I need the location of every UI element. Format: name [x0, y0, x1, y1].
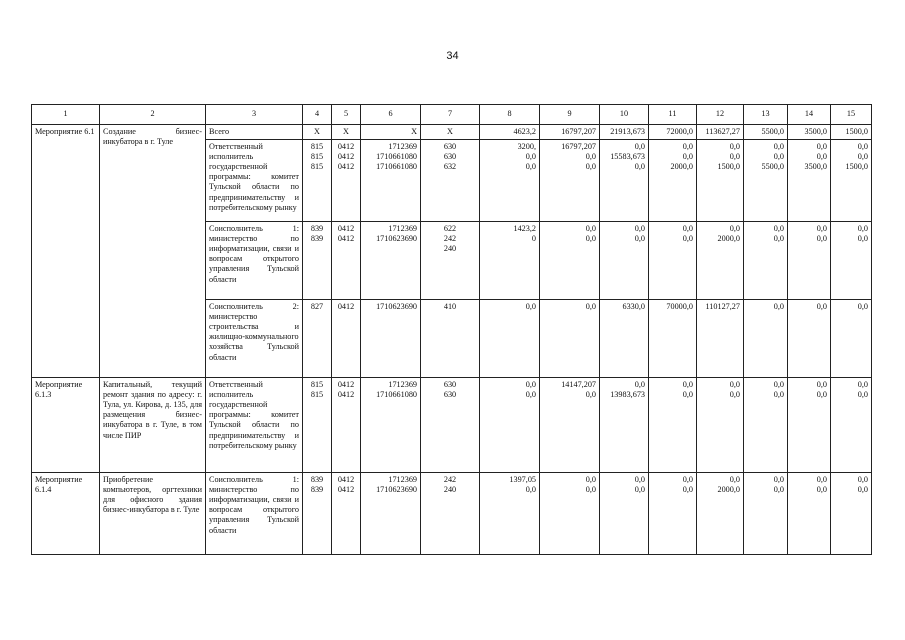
value-line: 0,0 — [773, 302, 784, 312]
value-line: 0412 — [337, 302, 355, 312]
value-line: 0412 — [337, 475, 355, 485]
value-line: 0412 — [337, 162, 355, 172]
value-line: 0,0 — [525, 152, 536, 162]
header-cell-2: 2 — [100, 105, 206, 125]
event-name-cell: Приобретение компьютеров, оргтехники для офисного здания бизнес-инкубатора в г. Туле — [100, 473, 206, 555]
value-cell-c5 — [332, 125, 361, 140]
value-line: 0,0 — [773, 224, 784, 234]
header-cell-9: 9 — [540, 105, 600, 125]
value-line: 410 — [443, 302, 457, 312]
value-cell-c8 — [480, 378, 540, 473]
value-line: 0,0 — [857, 485, 868, 495]
budget-table — [31, 104, 872, 555]
value-line: 839 — [310, 485, 324, 495]
executor-cell: Соисполнитель 2: министерство строительства и жилищно-коммунального хозяйства Тульской области — [206, 300, 303, 378]
value-cell-c14 — [788, 300, 831, 378]
value-cell-c10 — [600, 473, 649, 555]
header-cell-8: 8 — [480, 105, 540, 125]
value-line: 1712369 — [388, 224, 417, 234]
value-line: 0412 — [337, 485, 355, 495]
value-line: 240 — [443, 485, 457, 495]
value-line: 0,0 — [634, 380, 645, 390]
value-cell-c15 — [831, 473, 872, 555]
value-line: 0,0 — [729, 380, 740, 390]
value-line: 0,0 — [857, 234, 868, 244]
value-cell-c8 — [480, 300, 540, 378]
value-cell-c4 — [303, 222, 332, 300]
value-cell-c7 — [421, 125, 480, 140]
event-name-cell: Создание бизнес-инкубатора в г. Туле — [100, 125, 206, 378]
event-cell: Мероприятие 6.1.4 — [32, 473, 100, 555]
value-line: 0412 — [337, 380, 355, 390]
value-cell-c7 — [421, 140, 480, 222]
value-line: 0,0 — [773, 390, 784, 400]
value-line: 16797,207 — [561, 127, 596, 136]
value-line: 0,0 — [585, 485, 596, 495]
value-line: 3500,0 — [804, 127, 827, 136]
header-cell-15: 15 — [831, 105, 872, 125]
value-line: 242 — [443, 234, 457, 244]
value-line: 1500,0 — [845, 127, 868, 136]
value-line: 0,0 — [525, 162, 536, 172]
value-line: 632 — [443, 162, 457, 172]
value-line: 15583,673 — [610, 152, 645, 162]
value-line: 240 — [443, 244, 457, 254]
value-cell-c8 — [480, 140, 540, 222]
value-line: 0,0 — [729, 224, 740, 234]
value-cell-c13 — [744, 125, 788, 140]
value-line: 0,0 — [773, 380, 784, 390]
value-line: 0,0 — [816, 302, 827, 312]
value-line: 1423,2 — [513, 224, 536, 234]
value-cell-c6 — [361, 473, 421, 555]
value-cell-c4 — [303, 300, 332, 378]
value-line: 0,0 — [525, 390, 536, 400]
value-line: 630 — [443, 152, 457, 162]
value-line: 0,0 — [682, 380, 693, 390]
value-line: 0,0 — [525, 380, 536, 390]
value-line: 1710623690 — [376, 302, 417, 312]
value-cell-c13 — [744, 300, 788, 378]
value-line: 815 — [310, 142, 324, 152]
value-line: 113627,27 — [705, 127, 740, 136]
value-cell-c12 — [697, 300, 744, 378]
value-cell-c12 — [697, 125, 744, 140]
header-cell-14: 14 — [788, 105, 831, 125]
value-cell-c14 — [788, 140, 831, 222]
value-cell-c7 — [421, 222, 480, 300]
header-cell-7: 7 — [421, 105, 480, 125]
value-line: 1710661080 — [376, 390, 417, 400]
value-cell-c4 — [303, 473, 332, 555]
value-line: 0412 — [337, 152, 355, 162]
value-cell-c15 — [831, 378, 872, 473]
value-line: 0,0 — [682, 142, 693, 152]
value-line: 0,0 — [682, 152, 693, 162]
value-line: 630 — [443, 142, 457, 152]
value-cell-c12 — [697, 222, 744, 300]
value-cell-c9 — [540, 140, 600, 222]
value-cell-c12 — [697, 473, 744, 555]
value-line: 622 — [443, 224, 457, 234]
value-cell-c9 — [540, 378, 600, 473]
value-line: 0,0 — [857, 224, 868, 234]
value-cell-c4 — [303, 378, 332, 473]
value-line: 1710661080 — [376, 152, 417, 162]
value-line: 0,0 — [634, 475, 645, 485]
value-line: 0,0 — [525, 485, 536, 495]
value-line: 0,0 — [857, 142, 868, 152]
value-line: 839 — [310, 234, 324, 244]
value-line: 0,0 — [585, 162, 596, 172]
value-line: 0,0 — [585, 302, 596, 312]
value-line: 0,0 — [729, 152, 740, 162]
value-cell-c5 — [332, 140, 361, 222]
value-cell-c11 — [649, 125, 697, 140]
value-cell-c10 — [600, 140, 649, 222]
value-cell-c6 — [361, 300, 421, 378]
header-cell-10: 10 — [600, 105, 649, 125]
value-line: 0,0 — [816, 475, 827, 485]
value-cell-c10 — [600, 222, 649, 300]
value-cell-c15 — [831, 222, 872, 300]
value-cell-c13 — [744, 473, 788, 555]
value-cell-c15 — [831, 125, 872, 140]
value-line: 0,0 — [525, 302, 536, 312]
value-line: 16797,207 — [561, 142, 596, 152]
executor-cell: Ответственный исполнитель государственной программы: комитет Тульской области по предпринимательству и потребительскому рынку — [206, 378, 303, 473]
header-row — [32, 105, 872, 125]
value-line: 0,0 — [816, 485, 827, 495]
value-line: 0,0 — [816, 390, 827, 400]
header-cell-3: 3 — [206, 105, 303, 125]
value-line: 3500,0 — [804, 162, 827, 172]
value-line: 815 — [310, 152, 324, 162]
value-cell-c14 — [788, 125, 831, 140]
value-line: 0,0 — [857, 152, 868, 162]
value-cell-c10 — [600, 378, 649, 473]
value-line: 2000,0 — [717, 485, 740, 495]
value-line: 5500,0 — [761, 162, 784, 172]
value-line: 0,0 — [729, 475, 740, 485]
table-row — [32, 378, 872, 473]
value-line: 0,0 — [729, 390, 740, 400]
event-name-cell: Капитальный, текущий ремонт здания по адресу: г. Тула, ул. Кирова, д. 135, для размещения бизнес-инкубатора в г. Туле, в том числе ПИР — [100, 378, 206, 473]
header-cell-6: 6 — [361, 105, 421, 125]
value-cell-c5 — [332, 378, 361, 473]
value-line: 0,0 — [857, 390, 868, 400]
value-line: 0412 — [337, 224, 355, 234]
value-line: 0,0 — [585, 390, 596, 400]
value-line: 0,0 — [585, 234, 596, 244]
value-line: 0412 — [337, 390, 355, 400]
value-line: 0,0 — [816, 224, 827, 234]
value-line: 21913,673 — [610, 127, 645, 136]
executor-cell: Всего — [206, 125, 303, 140]
value-line: 2000,0 — [670, 162, 693, 172]
value-line: 0,0 — [682, 390, 693, 400]
value-cell-c11 — [649, 222, 697, 300]
value-line: X — [411, 127, 417, 136]
value-line: 0,0 — [634, 162, 645, 172]
value-line: 6330,0 — [622, 302, 645, 312]
value-cell-c15 — [831, 300, 872, 378]
value-line: X — [343, 127, 349, 136]
value-cell-c6 — [361, 140, 421, 222]
value-cell-c11 — [649, 140, 697, 222]
value-line: 839 — [310, 224, 324, 234]
value-line: 0 — [531, 234, 536, 244]
value-line: 0,0 — [816, 142, 827, 152]
value-cell-c4 — [303, 125, 332, 140]
value-cell-c9 — [540, 300, 600, 378]
executor-cell: Соисполнитель 1: министерство по информатизации, связи и вопросам открытого управления Тульской области — [206, 473, 303, 555]
executor-cell: Ответственный исполнитель государственной программы: комитет Тульской области по предпринимательству и потребительскому рынку — [206, 140, 303, 222]
value-cell-c14 — [788, 378, 831, 473]
value-cell-c13 — [744, 222, 788, 300]
value-line: 0,0 — [634, 485, 645, 495]
value-line: 0,0 — [857, 380, 868, 390]
value-cell-c10 — [600, 125, 649, 140]
value-cell-c9 — [540, 222, 600, 300]
value-cell-c6 — [361, 378, 421, 473]
value-line: 630 — [443, 390, 457, 400]
value-cell-c4 — [303, 140, 332, 222]
value-cell-c7 — [421, 378, 480, 473]
value-line: 70000,0 — [666, 302, 693, 312]
value-cell-c6 — [361, 222, 421, 300]
value-line: 0,0 — [816, 380, 827, 390]
value-cell-c8 — [480, 125, 540, 140]
value-cell-c9 — [540, 125, 600, 140]
value-line: 0,0 — [585, 475, 596, 485]
value-line: 1712369 — [388, 475, 417, 485]
event-cell: Мероприятие 6.1 — [32, 125, 100, 378]
header-cell-13: 13 — [744, 105, 788, 125]
value-cell-c7 — [421, 300, 480, 378]
value-line: 1712369 — [388, 142, 417, 152]
value-line: 2000,0 — [717, 234, 740, 244]
value-cell-c14 — [788, 222, 831, 300]
value-line: 0,0 — [729, 142, 740, 152]
value-line: 0,0 — [773, 485, 784, 495]
value-line: 0412 — [337, 234, 355, 244]
value-line: 0,0 — [585, 224, 596, 234]
value-line: 1710623690 — [376, 485, 417, 495]
value-cell-c5 — [332, 222, 361, 300]
value-line: 110127,27 — [705, 302, 740, 312]
value-cell-c5 — [332, 473, 361, 555]
value-cell-c12 — [697, 140, 744, 222]
value-line: 0,0 — [634, 224, 645, 234]
value-line: 0412 — [337, 142, 355, 152]
value-line: 72000,0 — [666, 127, 693, 136]
value-line: 242 — [443, 475, 457, 485]
value-cell-c11 — [649, 300, 697, 378]
value-line: 0,0 — [682, 234, 693, 244]
event-cell: Мероприятие 6.1.3 — [32, 378, 100, 473]
value-line: 0,0 — [816, 152, 827, 162]
value-cell-c9 — [540, 473, 600, 555]
value-line: 0,0 — [634, 142, 645, 152]
value-cell-c14 — [788, 473, 831, 555]
header-cell-4: 4 — [303, 105, 332, 125]
value-cell-c15 — [831, 140, 872, 222]
value-line: 0,0 — [585, 152, 596, 162]
value-line: 14147,207 — [561, 380, 596, 390]
value-line: 630 — [443, 380, 457, 390]
value-line: 0,0 — [857, 302, 868, 312]
value-line: 0,0 — [773, 152, 784, 162]
table-row — [32, 473, 872, 555]
value-line: 815 — [310, 380, 324, 390]
value-line: 0,0 — [816, 234, 827, 244]
value-line: 0,0 — [634, 234, 645, 244]
value-line: 1710623690 — [376, 234, 417, 244]
value-line: 815 — [310, 390, 324, 400]
value-line: 0,0 — [773, 142, 784, 152]
value-line: 1710661080 — [376, 162, 417, 172]
header-cell-1: 1 — [32, 105, 100, 125]
value-cell-c10 — [600, 300, 649, 378]
value-line: 839 — [310, 475, 324, 485]
value-line: 1500,0 — [717, 162, 740, 172]
header-cell-11: 11 — [649, 105, 697, 125]
header-cell-12: 12 — [697, 105, 744, 125]
table-row — [32, 125, 872, 140]
value-line: 1712369 — [388, 380, 417, 390]
value-line: 1500,0 — [845, 162, 868, 172]
value-cell-c13 — [744, 140, 788, 222]
value-line: 0,0 — [773, 475, 784, 485]
value-cell-c7 — [421, 473, 480, 555]
value-cell-c13 — [744, 378, 788, 473]
value-line: 3200, — [517, 142, 536, 152]
value-cell-c5 — [332, 300, 361, 378]
value-line: X — [447, 127, 453, 136]
value-cell-c11 — [649, 378, 697, 473]
value-line: 5500,0 — [761, 127, 784, 136]
value-line: 4623,2 — [513, 127, 536, 136]
value-line: 0,0 — [773, 234, 784, 244]
header-cell-5: 5 — [332, 105, 361, 125]
value-line: 13983,673 — [610, 390, 645, 400]
value-cell-c12 — [697, 378, 744, 473]
value-line: 0,0 — [682, 475, 693, 485]
value-line: 815 — [310, 162, 324, 172]
value-line: X — [314, 127, 320, 136]
value-cell-c6 — [361, 125, 421, 140]
value-cell-c8 — [480, 473, 540, 555]
page-number: 34 — [446, 50, 459, 62]
value-cell-c8 — [480, 222, 540, 300]
value-line: 0,0 — [682, 224, 693, 234]
value-line: 827 — [310, 302, 324, 312]
value-cell-c11 — [649, 473, 697, 555]
value-line: 0,0 — [857, 475, 868, 485]
executor-cell: Соисполнитель 1: министерство по информатизации, связи и вопросам открытого управления Тульской области — [206, 222, 303, 300]
value-line: 0,0 — [682, 485, 693, 495]
value-line: 1397,05 — [509, 475, 536, 485]
